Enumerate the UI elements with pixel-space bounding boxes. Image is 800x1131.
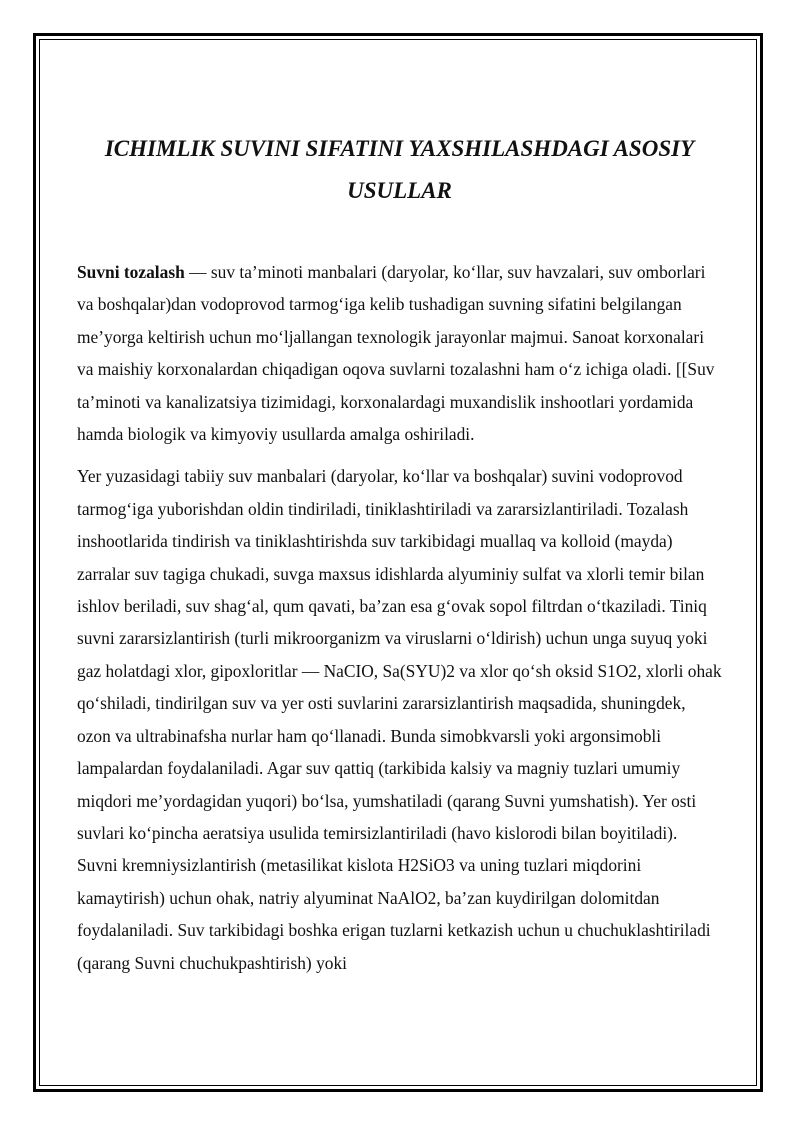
- paragraph-2: Yer yuzasidagi tabiiy suv manbalari (daryolar, ko‘llar va boshqalar) suvini vodoprovod tarmog‘iga yuborishdan oldin tindiriladi, tiniklashtiriladi va zararsizlantiriladi. Tozalash inshootlarida tindirish va tiniklashtirishda suv tarkibidagi muallaq va kolloid (mayda) zarralar suv tagiga chukadi, suvga maxsus idishlarda alyuminiy sulfat va xlorli temir bilan ishlov beriladi, suv shag‘al, qum qavati, ba’zan esa g‘ovak sopol filtrdan o‘tkaziladi. Tiniq suvni zararsizlantirish (turli mikroorganizm va viruslarni o‘ldirish) uchun unga suyuq yoki gaz holatdagi xlor, gipoxloritlar — NaCIO, Sa(SYU)2 va xlor qo‘sh oksid S1O2, xlorli ohak qo‘shiladi, tindirilgan suv va yer osti suvlarini zararsizlantirish maqsadida, shuningdek, ozon va ultrabinafsha nurlar ham qo‘llanadi. Bunda simobkvarsli yoki argonsimobli lampalardan foydalaniladi. Agar suv qattiq (tarkibida kalsiy va magniy tuzlari umumiy miqdori me’yordagidan yuqori) bo‘lsa, yumshatiladi (qarang Suvni yumshatish). Yer osti suvlari ko‘pincha aeratsiya usulida temirsizlantiriladi (havo kislorodi bilan boyitiladi). Suvni kremniysizlantirish (metasilikat kislota H2SiO3 va uning tuzlari miqdorini kamaytirish) uchun ohak, natriy alyuminat NaAlO2, ba’zan kuydirilgan dolomitdan foydalaniladi. Suv tarkibidagi boshka erigan tuzlarni ketkazish uchun u chuchuklashtiriladi (qarang Suvni chuchukpashtirish) yoki: [77, 466, 722, 973]
- document-body: [77, 128, 722, 979]
- paragraph-1-text: — suv ta’minoti manbalari (daryolar, ko‘llar, suv havzalari, suv omborlari va boshqalar)dan vodoprovod tarmog‘iga kelib tushadigan suvning sifatini belgilangan me’yorga keltirish uchun mo‘ljallangan texnologik jarayonlar majmui. Sanoat korxonalari va maishiy korxonalardan chiqadigan oqova suvlarni tozalashni ham o‘z ichiga oladi. [[Suv ta’minoti va kanalizatsiya tizimidagi, korxonalardagi muxandislik inshootlari yordamida hamda biologik va kimyoviy usullarda amalga oshiriladi.: [77, 262, 715, 445]
- document-title: ICHIMLIK SUVINI SIFATINI YAXSHILASHDAGI ASOSIY USULLAR: [104, 136, 695, 203]
- paragraph-1: [77, 256, 722, 450]
- paragraph-1-lead-term: Suvni tozalash: [77, 262, 185, 282]
